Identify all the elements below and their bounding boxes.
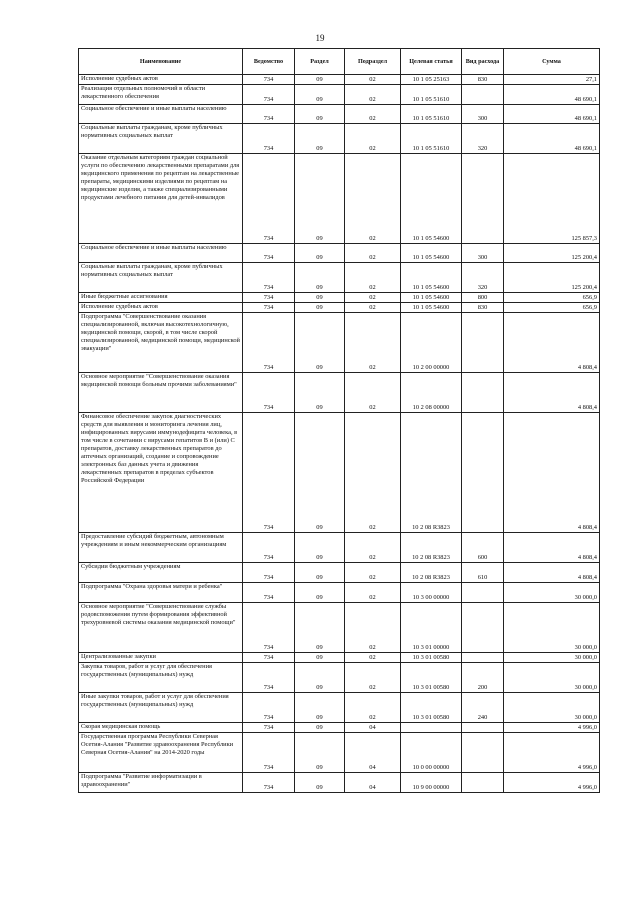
table-row — [79, 105, 600, 124]
cell-razdel: 09 — [295, 124, 345, 154]
header-summa: Сумма — [504, 49, 600, 75]
cell-summa: 27,1 — [504, 75, 600, 85]
cell-razdel: 09 — [295, 583, 345, 603]
table-row — [79, 773, 600, 793]
cell-name: Социальные выплаты гражданам, кроме публичных нормативных социальных выплат — [79, 124, 243, 154]
cell-name: Социальные выплаты гражданам, кроме публичных нормативных социальных выплат — [79, 263, 243, 293]
cell-vedomstvo: 734 — [243, 75, 295, 85]
cell-summa: 4 808,4 — [504, 313, 600, 373]
cell-name: Централизованные закупки — [79, 653, 243, 663]
table-row — [79, 563, 600, 583]
cell-summa: 4 996,0 — [504, 723, 600, 733]
cell-podrazdel: 02 — [345, 75, 401, 85]
cell-vid-raskhoda — [462, 413, 504, 533]
cell-tselevaya-statya: 10 1 05 54600 — [401, 303, 462, 313]
cell-name: Закупка товаров, работ и услуг для обеспечения государственных (муниципальных) нужд — [79, 663, 243, 693]
table-row — [79, 733, 600, 773]
cell-summa: 30 000,0 — [504, 693, 600, 723]
cell-razdel: 09 — [295, 303, 345, 313]
cell-tselevaya-statya: 10 3 01 00580 — [401, 663, 462, 693]
cell-summa: 48 690,1 — [504, 105, 600, 124]
cell-vedomstvo: 734 — [243, 733, 295, 773]
cell-razdel: 09 — [295, 653, 345, 663]
cell-summa: 4 808,4 — [504, 413, 600, 533]
cell-tselevaya-statya: 10 2 00 00000 — [401, 313, 462, 373]
cell-podrazdel: 02 — [345, 413, 401, 533]
cell-vedomstvo: 734 — [243, 154, 295, 244]
cell-podrazdel: 04 — [345, 773, 401, 793]
cell-podrazdel: 02 — [345, 105, 401, 124]
cell-vid-raskhoda — [462, 154, 504, 244]
cell-name: Социальное обеспечение и иные выплаты населению — [79, 105, 243, 124]
cell-tselevaya-statya: 10 1 05 54600 — [401, 154, 462, 244]
cell-tselevaya-statya: 10 3 01 00580 — [401, 693, 462, 723]
cell-summa: 48 690,1 — [504, 85, 600, 105]
cell-razdel: 09 — [295, 693, 345, 723]
header-vedomstvo: Ведомство — [243, 49, 295, 75]
cell-razdel: 09 — [295, 373, 345, 413]
cell-podrazdel: 02 — [345, 124, 401, 154]
cell-podrazdel: 02 — [345, 563, 401, 583]
cell-tselevaya-statya: 10 2 08 R3823 — [401, 563, 462, 583]
cell-vid-raskhoda: 320 — [462, 124, 504, 154]
cell-tselevaya-statya: 10 3 01 00000 — [401, 603, 462, 653]
cell-podrazdel: 02 — [345, 603, 401, 653]
cell-vedomstvo: 734 — [243, 693, 295, 723]
cell-name: Оказание отдельным категориям граждан социальной услуги по обеспечению лекарственными препаратами для медицинского применения по рецептам на лекарственные препараты, медицинскими изделиями по рецептам на медицинские изделия, а также специализированными продуктами лечебного питания для детей-инвалидов — [79, 154, 243, 244]
cell-podrazdel: 04 — [345, 723, 401, 733]
cell-summa: 48 690,1 — [504, 124, 600, 154]
cell-name: Скорая медицинская помощь — [79, 723, 243, 733]
cell-tselevaya-statya: 10 1 05 54600 — [401, 263, 462, 293]
cell-tselevaya-statya: 10 1 05 25163 — [401, 75, 462, 85]
table-row — [79, 653, 600, 663]
cell-vid-raskhoda: 600 — [462, 533, 504, 563]
table-row — [79, 154, 600, 244]
cell-podrazdel: 02 — [345, 533, 401, 563]
cell-summa: 656,9 — [504, 293, 600, 303]
cell-podrazdel: 02 — [345, 263, 401, 293]
cell-tselevaya-statya: 10 1 05 51610 — [401, 85, 462, 105]
cell-tselevaya-statya: 10 3 01 00580 — [401, 653, 462, 663]
cell-tselevaya-statya: 10 2 08 00000 — [401, 373, 462, 413]
cell-vid-raskhoda: 300 — [462, 105, 504, 124]
cell-vid-raskhoda — [462, 653, 504, 663]
cell-name: Исполнение судебных актов — [79, 75, 243, 85]
cell-razdel: 09 — [295, 105, 345, 124]
cell-razdel: 09 — [295, 723, 345, 733]
cell-vid-raskhoda: 610 — [462, 563, 504, 583]
cell-tselevaya-statya: 10 9 00 00000 — [401, 773, 462, 793]
table-body — [79, 75, 600, 793]
cell-razdel: 09 — [295, 773, 345, 793]
table-row — [79, 75, 600, 85]
cell-vid-raskhoda: 300 — [462, 244, 504, 263]
cell-vedomstvo: 734 — [243, 583, 295, 603]
cell-name: Подпрограмма "Развитие информатизации в здравоохранении" — [79, 773, 243, 793]
cell-vid-raskhoda: 240 — [462, 693, 504, 723]
cell-razdel: 09 — [295, 603, 345, 653]
cell-tselevaya-statya: 10 1 05 54600 — [401, 293, 462, 303]
table-row — [79, 124, 600, 154]
cell-vedomstvo: 734 — [243, 303, 295, 313]
table-row — [79, 533, 600, 563]
cell-podrazdel: 02 — [345, 85, 401, 105]
cell-vid-raskhoda — [462, 723, 504, 733]
table-row — [79, 723, 600, 733]
cell-name: Основное мероприятие "Совершенствование службы родовспоможения путем формирования эффективной трехуровневой системы оказания медицинской помощи" — [79, 603, 243, 653]
cell-razdel: 09 — [295, 413, 345, 533]
cell-tselevaya-statya: 10 1 05 54600 — [401, 244, 462, 263]
cell-vedomstvo: 734 — [243, 533, 295, 563]
cell-vid-raskhoda: 800 — [462, 293, 504, 303]
cell-vedomstvo: 734 — [243, 413, 295, 533]
cell-summa: 30 000,0 — [504, 583, 600, 603]
cell-name: Иные закупки товаров, работ и услуг для обеспечения государственных (муниципальных) нужд — [79, 693, 243, 723]
cell-vedomstvo: 734 — [243, 244, 295, 263]
cell-vid-raskhoda — [462, 313, 504, 373]
cell-vedomstvo: 734 — [243, 85, 295, 105]
cell-razdel: 09 — [295, 85, 345, 105]
cell-podrazdel: 02 — [345, 373, 401, 413]
cell-vedomstvo: 734 — [243, 663, 295, 693]
cell-vedomstvo: 734 — [243, 373, 295, 413]
table-row — [79, 413, 600, 533]
cell-podrazdel: 02 — [345, 154, 401, 244]
table-row — [79, 244, 600, 263]
cell-podrazdel: 02 — [345, 653, 401, 663]
cell-podrazdel: 02 — [345, 293, 401, 303]
cell-podrazdel: 02 — [345, 663, 401, 693]
cell-tselevaya-statya: 10 0 00 00000 — [401, 733, 462, 773]
cell-vedomstvo: 734 — [243, 563, 295, 583]
cell-name: Финансовое обеспечение закупок диагностических средств для выявления и мониторинга лечения лиц, инфицированных вирусами иммунодефицита человека, в том числе в сочетании с вирусами гепатитов В и (или) С препаратов, доставку лекарственных препаратов до аптечных организаций, создание и сопровождение электронных баз данных учета и движения лекарственных препаратов в пределах субъектов Российской Федерации — [79, 413, 243, 533]
cell-vedomstvo: 734 — [243, 263, 295, 293]
cell-razdel: 09 — [295, 244, 345, 263]
header-vid-raskhoda: Вид расхода — [462, 49, 504, 75]
cell-name: Реализация отдельных полномочий в области лекарственного обеспечения — [79, 85, 243, 105]
table-row — [79, 663, 600, 693]
table-row — [79, 373, 600, 413]
header-name: Наименование — [79, 49, 243, 75]
cell-podrazdel: 02 — [345, 313, 401, 373]
header-tselevaya-statya: Целевая статья — [401, 49, 462, 75]
cell-vid-raskhoda — [462, 583, 504, 603]
cell-vedomstvo: 734 — [243, 105, 295, 124]
cell-summa: 4 996,0 — [504, 733, 600, 773]
cell-razdel: 09 — [295, 75, 345, 85]
cell-name: Исполнение судебных актов — [79, 303, 243, 313]
table-row — [79, 693, 600, 723]
table-row — [79, 263, 600, 293]
cell-podrazdel: 02 — [345, 693, 401, 723]
cell-razdel: 09 — [295, 733, 345, 773]
header-razdel: Раздел — [295, 49, 345, 75]
cell-name: Подпрограмма "Охрана здоровья матери и ребенка" — [79, 583, 243, 603]
cell-podrazdel: 02 — [345, 583, 401, 603]
cell-razdel: 09 — [295, 663, 345, 693]
cell-name: Подпрограмма "Совершенствование оказания специализированной, включая высокотехнологичную, медицинской помощи, скорой, в том числе скорой специализированной, медицинской помощи, медицинской эвакуации" — [79, 313, 243, 373]
cell-name: Социальное обеспечение и иные выплаты населению — [79, 244, 243, 263]
budget-table — [78, 48, 600, 793]
header-podrazdel: Подраздел — [345, 49, 401, 75]
cell-razdel: 09 — [295, 263, 345, 293]
cell-vedomstvo: 734 — [243, 723, 295, 733]
cell-tselevaya-statya: 10 1 05 51610 — [401, 105, 462, 124]
cell-vid-raskhoda: 830 — [462, 303, 504, 313]
cell-summa: 125 857,3 — [504, 154, 600, 244]
cell-vedomstvo: 734 — [243, 124, 295, 154]
cell-name: Основное мероприятие "Совершенствование оказания медицинской помощи больным прочими заболеваниями" — [79, 373, 243, 413]
cell-vedomstvo: 734 — [243, 293, 295, 303]
table-row — [79, 85, 600, 105]
table-row — [79, 603, 600, 653]
cell-vid-raskhoda — [462, 85, 504, 105]
cell-podrazdel: 02 — [345, 244, 401, 263]
cell-vid-raskhoda — [462, 733, 504, 773]
table-row — [79, 303, 600, 313]
cell-summa: 656,9 — [504, 303, 600, 313]
table-row — [79, 313, 600, 373]
cell-name: Государственная программа Республики Северная Осетия-Алания "Развитие здравоохранения Республики Северная Осетия-Алания" на 2014-2020 годы — [79, 733, 243, 773]
cell-vid-raskhoda — [462, 773, 504, 793]
cell-summa: 30 000,0 — [504, 663, 600, 693]
cell-tselevaya-statya — [401, 723, 462, 733]
cell-summa: 4 996,0 — [504, 773, 600, 793]
cell-podrazdel: 02 — [345, 303, 401, 313]
cell-tselevaya-statya: 10 1 05 51610 — [401, 124, 462, 154]
cell-tselevaya-statya: 10 2 08 R3823 — [401, 533, 462, 563]
cell-summa: 125 200,4 — [504, 244, 600, 263]
cell-vid-raskhoda: 320 — [462, 263, 504, 293]
cell-vedomstvo: 734 — [243, 653, 295, 663]
table-row — [79, 293, 600, 303]
cell-vedomstvo: 734 — [243, 603, 295, 653]
cell-vedomstvo: 734 — [243, 313, 295, 373]
cell-summa: 4 808,4 — [504, 533, 600, 563]
cell-razdel: 09 — [295, 154, 345, 244]
table-row — [79, 583, 600, 603]
cell-vedomstvo: 734 — [243, 773, 295, 793]
cell-summa: 125 200,4 — [504, 263, 600, 293]
table-header-row — [79, 49, 600, 75]
cell-razdel: 09 — [295, 563, 345, 583]
cell-summa: 30 000,0 — [504, 653, 600, 663]
cell-name: Иные бюджетные ассигнования — [79, 293, 243, 303]
cell-vid-raskhoda — [462, 603, 504, 653]
cell-podrazdel: 04 — [345, 733, 401, 773]
cell-summa: 4 808,4 — [504, 373, 600, 413]
cell-vid-raskhoda: 830 — [462, 75, 504, 85]
page-number: 19 — [315, 33, 325, 43]
cell-summa: 4 808,4 — [504, 563, 600, 583]
cell-name: Субсидии бюджетным учреждениям — [79, 563, 243, 583]
cell-razdel: 09 — [295, 293, 345, 303]
cell-summa: 30 000,0 — [504, 603, 600, 653]
cell-vid-raskhoda: 200 — [462, 663, 504, 693]
cell-razdel: 09 — [295, 313, 345, 373]
cell-tselevaya-statya: 10 3 00 00000 — [401, 583, 462, 603]
cell-tselevaya-statya: 10 2 08 R3823 — [401, 413, 462, 533]
cell-name: Предоставление субсидий бюджетным, автономным учреждениям и иным некоммерческим организациям — [79, 533, 243, 563]
cell-razdel: 09 — [295, 533, 345, 563]
cell-vid-raskhoda — [462, 373, 504, 413]
